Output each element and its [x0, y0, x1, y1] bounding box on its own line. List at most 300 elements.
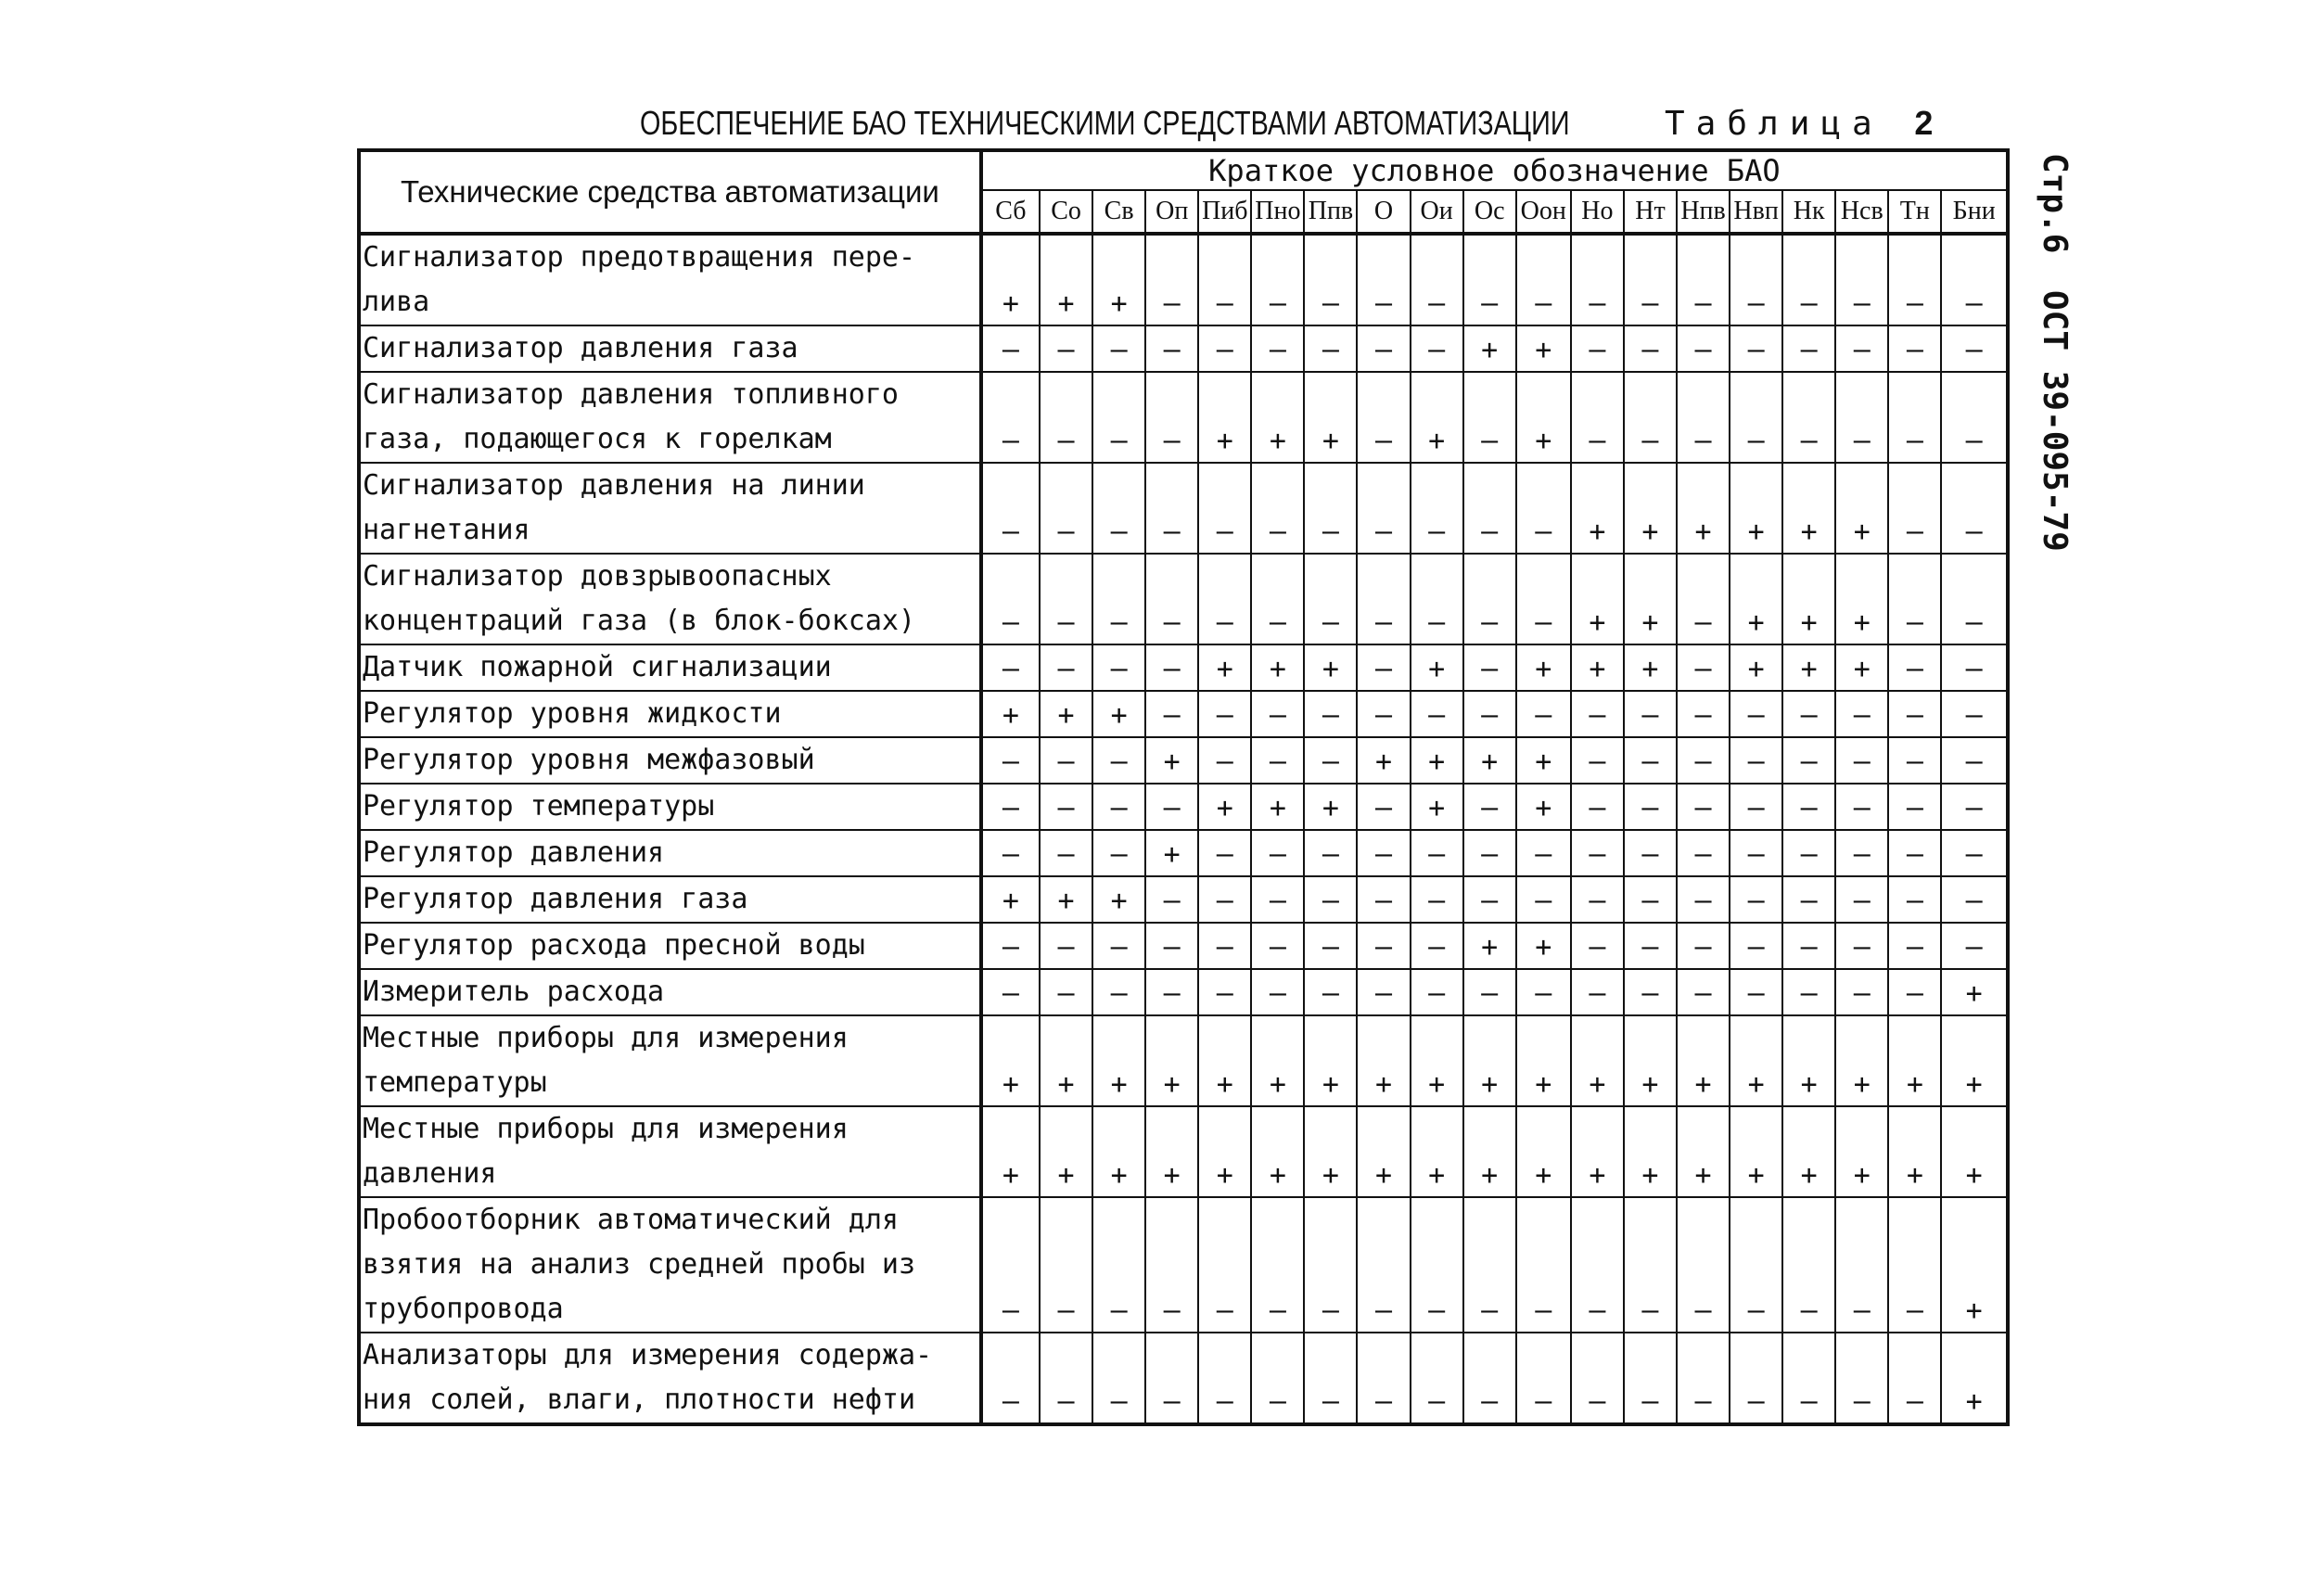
mark-cell: +: [1516, 325, 1571, 372]
mark-cell: –: [1251, 969, 1304, 1015]
mark-cell: –: [1730, 372, 1782, 463]
mark-cell: –: [981, 1333, 1040, 1424]
mark-cell: –: [1198, 463, 1251, 554]
bao-code-header: Нк: [1782, 190, 1835, 234]
mark-cell: –: [1835, 1333, 1888, 1424]
mark-cell: +: [1941, 1197, 2008, 1333]
mark-cell: +: [1516, 923, 1571, 969]
mark-cell: +: [1411, 372, 1463, 463]
mark-cell: +: [1516, 784, 1571, 830]
mark-cell: +: [1411, 1015, 1463, 1106]
row-label-line: Сигнализатор предотвращения пере-: [363, 241, 916, 274]
mark-cell: +: [1463, 737, 1516, 784]
mark-cell: –: [1624, 923, 1677, 969]
mark-cell: +: [1571, 644, 1624, 691]
mark-cell: –: [1782, 691, 1835, 737]
mark-cell: –: [1782, 876, 1835, 923]
mark-cell: –: [1092, 325, 1145, 372]
mark-cell: +: [1782, 554, 1835, 644]
mark-cell: +: [1571, 554, 1624, 644]
mark-cell: –: [1040, 644, 1092, 691]
mark-cell: –: [1516, 830, 1571, 876]
mark-cell: –: [1888, 554, 1941, 644]
table-row: [359, 784, 2008, 830]
column-group-header-bao-codes: Краткое условное обозначение БАО: [981, 150, 2008, 190]
mark-cell: –: [1040, 923, 1092, 969]
row-label-line: Сигнализатор давления топливного: [363, 378, 899, 411]
mark-cell: +: [1092, 1106, 1145, 1197]
mark-cell: +: [1782, 644, 1835, 691]
mark-cell: –: [981, 1197, 1040, 1333]
bao-code-header: Пно: [1251, 190, 1304, 234]
bao-code-header: Бни: [1941, 190, 2008, 234]
mark-cell: –: [1357, 923, 1410, 969]
mark-cell: –: [1463, 644, 1516, 691]
table-row: [359, 1015, 2008, 1106]
mark-cell: –: [1516, 1333, 1571, 1424]
mark-cell: +: [1835, 644, 1888, 691]
mark-cell: +: [1941, 969, 2008, 1015]
mark-cell: +: [981, 1015, 1040, 1106]
bao-code-header: Ппв: [1304, 190, 1357, 234]
mark-cell: –: [1251, 1197, 1304, 1333]
mark-cell: +: [1304, 1015, 1357, 1106]
row-label-line: газа, подающегося к горелкам: [363, 423, 832, 455]
mark-cell: +: [981, 234, 1040, 325]
mark-cell: –: [1730, 1197, 1782, 1333]
mark-cell: –: [1677, 784, 1730, 830]
mark-cell: +: [1730, 1106, 1782, 1197]
mark-cell: –: [1198, 737, 1251, 784]
row-label: [359, 876, 981, 923]
mark-cell: –: [1304, 737, 1357, 784]
mark-cell: –: [1411, 923, 1463, 969]
mark-cell: –: [1624, 784, 1677, 830]
mark-cell: –: [1357, 830, 1410, 876]
mark-cell: –: [1304, 1333, 1357, 1424]
mark-cell: +: [1835, 1106, 1888, 1197]
mark-cell: –: [1888, 691, 1941, 737]
mark-cell: –: [1304, 969, 1357, 1015]
bao-code-header: Нпв: [1677, 190, 1730, 234]
table-label-text: Таблица: [1665, 105, 1883, 143]
mark-cell: –: [1251, 876, 1304, 923]
mark-cell: –: [1624, 830, 1677, 876]
mark-cell: +: [1251, 644, 1304, 691]
mark-cell: –: [1040, 1333, 1092, 1424]
mark-cell: –: [1463, 1333, 1516, 1424]
mark-cell: –: [1463, 234, 1516, 325]
mark-cell: –: [1092, 923, 1145, 969]
row-label: [359, 691, 981, 737]
mark-cell: +: [1624, 1015, 1677, 1106]
mark-cell: –: [1624, 1197, 1677, 1333]
mark-cell: –: [1251, 234, 1304, 325]
mark-cell: –: [1835, 691, 1888, 737]
mark-cell: –: [1835, 325, 1888, 372]
mark-cell: –: [1571, 234, 1624, 325]
row-label: [359, 554, 981, 644]
mark-cell: –: [1463, 1197, 1516, 1333]
mark-cell: –: [1304, 463, 1357, 554]
mark-cell: –: [981, 737, 1040, 784]
mark-cell: –: [1145, 644, 1198, 691]
mark-cell: –: [1941, 830, 2008, 876]
mark-cell: –: [1677, 234, 1730, 325]
mark-cell: –: [1782, 234, 1835, 325]
row-label: [359, 644, 981, 691]
mark-cell: –: [1624, 325, 1677, 372]
mark-cell: +: [1571, 463, 1624, 554]
mark-cell: +: [1782, 1015, 1835, 1106]
mark-cell: +: [1782, 463, 1835, 554]
mark-cell: +: [1677, 1015, 1730, 1106]
mark-cell: –: [1411, 554, 1463, 644]
table-row: [359, 325, 2008, 372]
row-label: [359, 1197, 981, 1333]
mark-cell: –: [1040, 830, 1092, 876]
mark-cell: –: [1624, 234, 1677, 325]
mark-cell: –: [1145, 1333, 1198, 1424]
mark-cell: +: [1411, 644, 1463, 691]
mark-cell: –: [1677, 691, 1730, 737]
mark-cell: –: [1730, 691, 1782, 737]
mark-cell: –: [1571, 372, 1624, 463]
bao-code-header: Пиб: [1198, 190, 1251, 234]
mark-cell: +: [1624, 1106, 1677, 1197]
mark-cell: –: [1730, 784, 1782, 830]
mark-cell: –: [1198, 1333, 1251, 1424]
table-row: [359, 923, 2008, 969]
mark-cell: –: [1463, 830, 1516, 876]
table-row: [359, 463, 2008, 554]
bao-code-header: Нвп: [1730, 190, 1782, 234]
mark-cell: +: [1357, 1015, 1410, 1106]
mark-cell: –: [1835, 830, 1888, 876]
mark-cell: –: [1677, 1333, 1730, 1424]
document-title: ОБЕСПЕЧЕНИЕ БАО ТЕХНИЧЕСКИМИ СРЕДСТВАМИ АВТОМАТИЗАЦИИ: [640, 104, 1570, 142]
mark-cell: –: [1571, 784, 1624, 830]
mark-cell: –: [1251, 737, 1304, 784]
mark-cell: –: [1782, 923, 1835, 969]
table-row: [359, 830, 2008, 876]
bao-code-header: Со: [1040, 190, 1092, 234]
bao-code-header: Оон: [1516, 190, 1571, 234]
mark-cell: –: [1357, 463, 1410, 554]
mark-cell: –: [1941, 923, 2008, 969]
mark-cell: +: [1040, 876, 1092, 923]
mark-cell: –: [1835, 1197, 1888, 1333]
bao-code-header: О: [1357, 190, 1410, 234]
mark-cell: –: [1941, 554, 2008, 644]
mark-cell: +: [1516, 737, 1571, 784]
mark-cell: +: [1941, 1015, 2008, 1106]
mark-cell: –: [1730, 830, 1782, 876]
table-row: [359, 234, 2008, 325]
mark-cell: –: [1145, 554, 1198, 644]
mark-cell: +: [1040, 1106, 1092, 1197]
row-label: [359, 325, 981, 372]
mark-cell: –: [1040, 372, 1092, 463]
bao-code-header: Ои: [1411, 190, 1463, 234]
mark-cell: +: [981, 876, 1040, 923]
row-label: [359, 1015, 981, 1106]
mark-cell: –: [1677, 325, 1730, 372]
mark-cell: +: [1304, 784, 1357, 830]
mark-cell: –: [1251, 554, 1304, 644]
mark-cell: –: [1888, 372, 1941, 463]
mark-cell: –: [1357, 1333, 1410, 1424]
mark-cell: +: [1092, 691, 1145, 737]
mark-cell: –: [1411, 463, 1463, 554]
standard-number: ОСТ 39-095-79: [2036, 290, 2074, 553]
mark-cell: +: [1624, 463, 1677, 554]
mark-cell: +: [1516, 1106, 1571, 1197]
mark-cell: –: [1888, 234, 1941, 325]
mark-cell: –: [1040, 554, 1092, 644]
mark-cell: –: [1835, 234, 1888, 325]
mark-cell: –: [1304, 554, 1357, 644]
row-label-line: Сигнализатор довзрывоопасных: [363, 560, 832, 593]
mark-cell: –: [1782, 969, 1835, 1015]
mark-cell: –: [1198, 554, 1251, 644]
mark-cell: –: [1835, 969, 1888, 1015]
row-label-line: Сигнализатор давления газа: [363, 332, 798, 364]
bao-code-header: Тн: [1888, 190, 1941, 234]
mark-cell: +: [1040, 1015, 1092, 1106]
mark-cell: –: [1251, 463, 1304, 554]
mark-cell: –: [1835, 876, 1888, 923]
row-label: [359, 1333, 981, 1424]
mark-cell: –: [1357, 234, 1410, 325]
row-label: [359, 372, 981, 463]
table-row: [359, 644, 2008, 691]
mark-cell: –: [1198, 876, 1251, 923]
mark-cell: –: [1941, 644, 2008, 691]
mark-cell: +: [1624, 554, 1677, 644]
table-row: [359, 691, 2008, 737]
mark-cell: –: [1304, 234, 1357, 325]
page-number: Стр.6: [2036, 153, 2074, 254]
bao-code-header: Св: [1092, 190, 1145, 234]
mark-cell: +: [1304, 644, 1357, 691]
mark-cell: –: [1677, 554, 1730, 644]
mark-cell: –: [1092, 784, 1145, 830]
mark-cell: +: [1357, 1106, 1410, 1197]
mark-cell: +: [1463, 1106, 1516, 1197]
mark-cell: –: [981, 463, 1040, 554]
mark-cell: +: [1463, 923, 1516, 969]
mark-cell: –: [1782, 737, 1835, 784]
mark-cell: –: [1835, 923, 1888, 969]
mark-cell: +: [1941, 1333, 2008, 1424]
mark-cell: –: [1357, 969, 1410, 1015]
mark-cell: –: [1198, 325, 1251, 372]
mark-cell: –: [1092, 644, 1145, 691]
mark-cell: –: [1145, 691, 1198, 737]
row-label: [359, 969, 981, 1015]
row-label: [359, 463, 981, 554]
table-number: 2: [1914, 104, 1945, 142]
mark-cell: +: [1411, 737, 1463, 784]
mark-cell: –: [1730, 969, 1782, 1015]
row-label: [359, 1106, 981, 1197]
mark-cell: +: [1463, 1015, 1516, 1106]
mark-cell: –: [1730, 325, 1782, 372]
mark-cell: –: [1677, 644, 1730, 691]
mark-cell: –: [1516, 234, 1571, 325]
mark-cell: +: [1040, 691, 1092, 737]
mark-cell: –: [1888, 325, 1941, 372]
row-label-line: Местные приборы для измерения: [363, 1022, 849, 1054]
mark-cell: –: [1571, 876, 1624, 923]
row-label-line: Местные приборы для измерения: [363, 1113, 849, 1145]
mark-cell: +: [1145, 1106, 1198, 1197]
mark-cell: –: [1677, 830, 1730, 876]
mark-cell: –: [1941, 784, 2008, 830]
mark-cell: –: [1040, 784, 1092, 830]
mark-cell: –: [1782, 1333, 1835, 1424]
mark-cell: +: [1198, 1106, 1251, 1197]
row-label-line: Сигнализатор давления на линии: [363, 469, 865, 502]
mark-cell: –: [1782, 1197, 1835, 1333]
mark-cell: +: [1730, 1015, 1782, 1106]
bao-code-header: Нт: [1624, 190, 1677, 234]
mark-cell: –: [1888, 784, 1941, 830]
mark-cell: –: [981, 830, 1040, 876]
mark-cell: +: [1888, 1106, 1941, 1197]
mark-cell: +: [1357, 737, 1410, 784]
mark-cell: –: [1145, 372, 1198, 463]
mark-cell: –: [1677, 876, 1730, 923]
mark-cell: –: [1092, 830, 1145, 876]
mark-cell: –: [1092, 1197, 1145, 1333]
mark-cell: –: [1357, 372, 1410, 463]
mark-cell: –: [1357, 784, 1410, 830]
row-label-line: ния солей, влаги, плотности нефти: [363, 1384, 916, 1416]
column-header-technical-means: Технические средства автоматизации: [359, 150, 981, 234]
mark-cell: –: [1463, 784, 1516, 830]
mark-cell: –: [1304, 876, 1357, 923]
mark-cell: –: [1357, 554, 1410, 644]
mark-cell: –: [1411, 234, 1463, 325]
mark-cell: –: [1835, 737, 1888, 784]
mark-cell: +: [1251, 372, 1304, 463]
row-label-line: Измеритель расхода: [363, 976, 665, 1008]
mark-cell: –: [1941, 463, 2008, 554]
bao-code-header: Оп: [1145, 190, 1198, 234]
mark-cell: –: [1357, 876, 1410, 923]
mark-cell: +: [1145, 830, 1198, 876]
mark-cell: +: [1624, 644, 1677, 691]
mark-cell: –: [1411, 691, 1463, 737]
mark-cell: –: [1145, 234, 1198, 325]
mark-cell: +: [1198, 784, 1251, 830]
mark-cell: –: [1251, 1333, 1304, 1424]
mark-cell: –: [1888, 923, 1941, 969]
mark-cell: +: [1251, 1106, 1304, 1197]
mark-cell: –: [1411, 830, 1463, 876]
mark-cell: +: [1516, 1015, 1571, 1106]
mark-cell: –: [1941, 876, 2008, 923]
mark-cell: –: [1571, 737, 1624, 784]
row-label-line: лива: [363, 286, 430, 318]
automation-table: [357, 148, 2010, 1426]
mark-cell: –: [1145, 325, 1198, 372]
mark-cell: –: [1092, 1333, 1145, 1424]
mark-cell: –: [1198, 691, 1251, 737]
mark-cell: +: [1198, 644, 1251, 691]
row-label-line: Регулятор давления: [363, 836, 665, 869]
mark-cell: –: [1888, 737, 1941, 784]
mark-cell: –: [1730, 876, 1782, 923]
mark-cell: +: [1251, 784, 1304, 830]
mark-cell: –: [1516, 1197, 1571, 1333]
mark-cell: –: [1145, 923, 1198, 969]
mark-cell: –: [981, 923, 1040, 969]
mark-cell: –: [1571, 691, 1624, 737]
mark-cell: –: [1463, 554, 1516, 644]
mark-cell: +: [1677, 1106, 1730, 1197]
mark-cell: +: [1304, 372, 1357, 463]
table-row: [359, 969, 2008, 1015]
mark-cell: –: [1516, 463, 1571, 554]
mark-cell: –: [1730, 1333, 1782, 1424]
row-label: [359, 234, 981, 325]
mark-cell: +: [1835, 1015, 1888, 1106]
mark-cell: –: [1145, 1197, 1198, 1333]
mark-cell: –: [1888, 1333, 1941, 1424]
mark-cell: +: [1463, 325, 1516, 372]
mark-cell: –: [981, 644, 1040, 691]
row-label-line: Анализаторы для измерения содержа-: [363, 1339, 933, 1371]
mark-cell: –: [1516, 691, 1571, 737]
mark-cell: –: [1677, 1197, 1730, 1333]
mark-cell: –: [1624, 1333, 1677, 1424]
mark-cell: –: [981, 372, 1040, 463]
mark-cell: –: [1198, 830, 1251, 876]
mark-cell: –: [1145, 784, 1198, 830]
mark-cell: –: [1092, 737, 1145, 784]
mark-cell: –: [1677, 923, 1730, 969]
mark-cell: –: [981, 969, 1040, 1015]
mark-cell: +: [1941, 1106, 2008, 1197]
table-row: [359, 1106, 2008, 1197]
mark-cell: –: [1357, 691, 1410, 737]
mark-cell: –: [1304, 923, 1357, 969]
mark-cell: –: [1411, 1197, 1463, 1333]
mark-cell: –: [1941, 691, 2008, 737]
mark-cell: –: [1888, 876, 1941, 923]
mark-cell: –: [981, 784, 1040, 830]
mark-cell: –: [1782, 830, 1835, 876]
mark-cell: –: [1092, 463, 1145, 554]
row-label: [359, 737, 981, 784]
mark-cell: –: [1411, 876, 1463, 923]
mark-cell: +: [1730, 644, 1782, 691]
row-label-line: нагнетания: [363, 514, 530, 546]
mark-cell: +: [981, 1106, 1040, 1197]
mark-cell: –: [1624, 876, 1677, 923]
mark-cell: +: [1835, 463, 1888, 554]
mark-cell: –: [1251, 691, 1304, 737]
row-label-line: Регулятор температуры: [363, 790, 715, 823]
table-row: [359, 1333, 2008, 1424]
row-label: [359, 784, 981, 830]
mark-cell: –: [1516, 969, 1571, 1015]
mark-cell: –: [1571, 325, 1624, 372]
table-row: [359, 737, 2008, 784]
